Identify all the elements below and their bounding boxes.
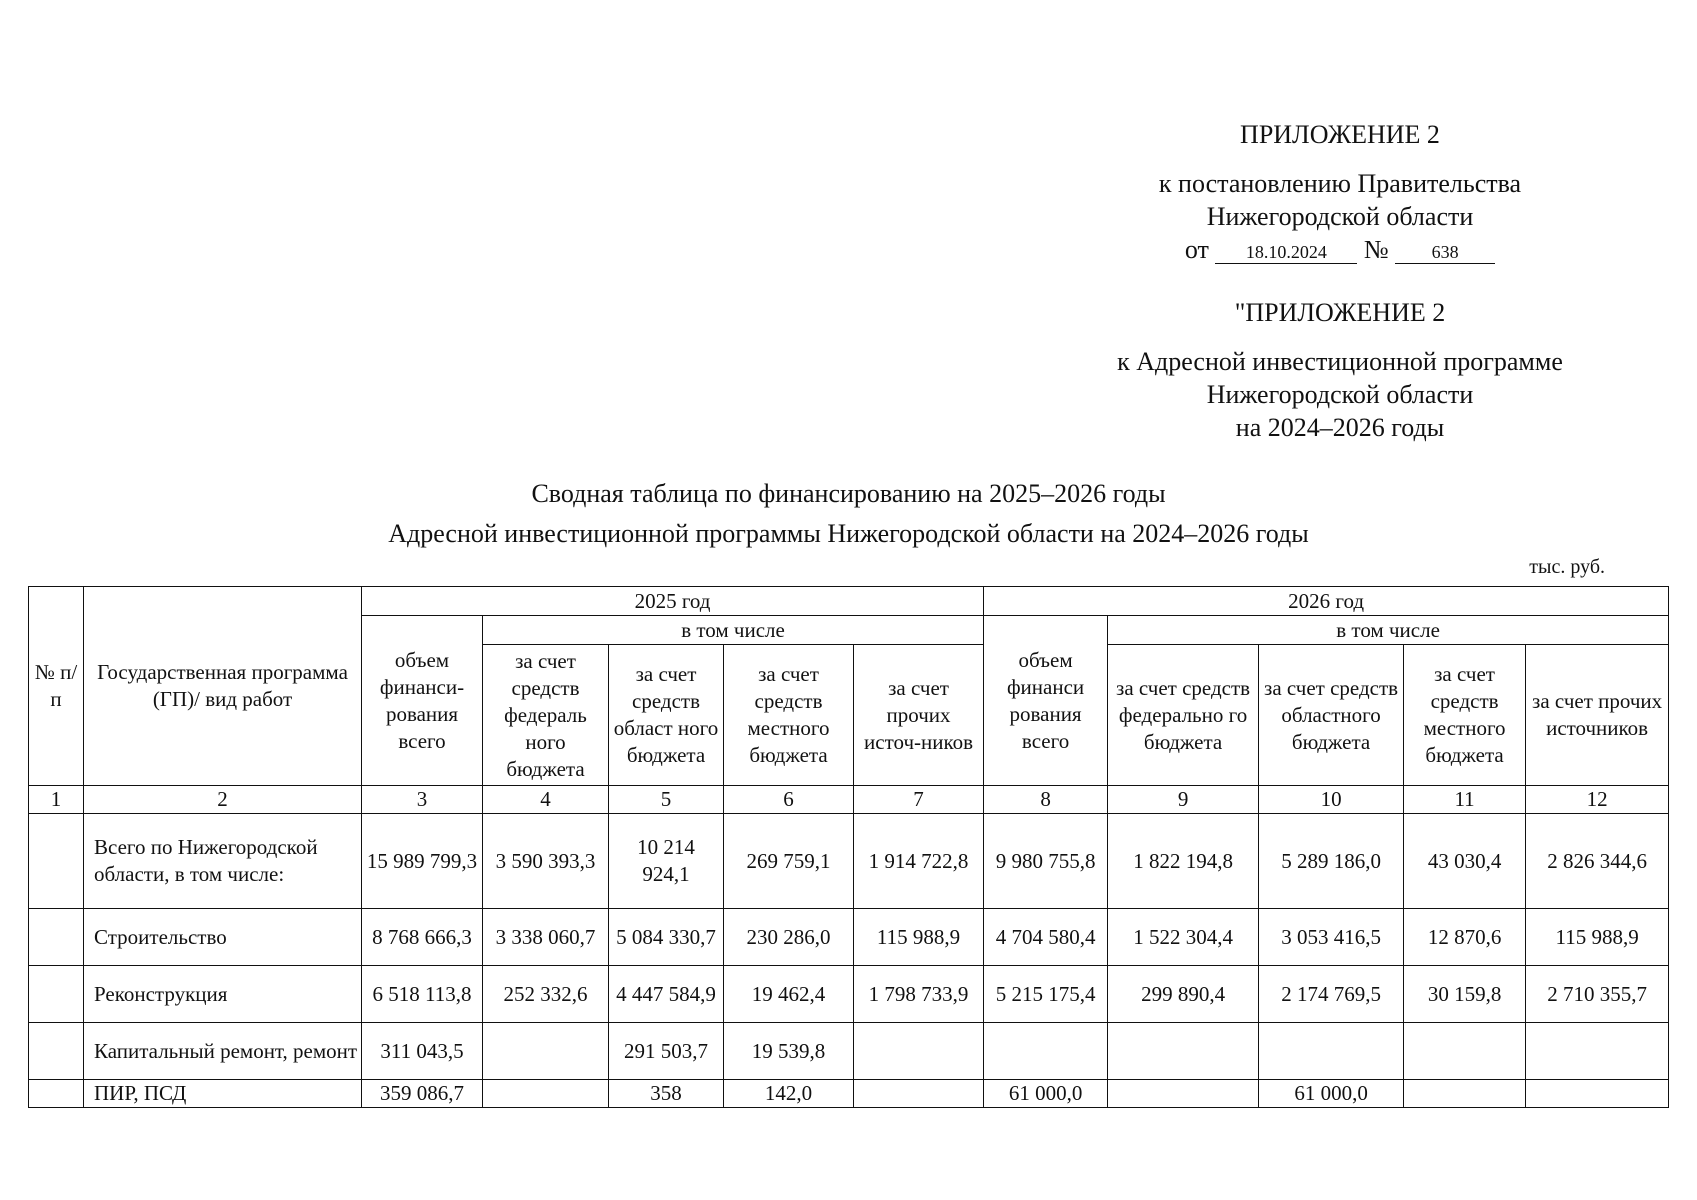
table-cell: 359 086,7 bbox=[362, 1080, 483, 1108]
column-index-row bbox=[29, 786, 1669, 814]
table-cell: 3 590 393,3 bbox=[483, 814, 609, 909]
table-cell bbox=[1526, 1080, 1669, 1108]
col-header-2025-regional: за счет средств област ного бюджета bbox=[609, 645, 724, 786]
row-name: Реконструкция bbox=[84, 966, 362, 1023]
table-cell: 43 030,4 bbox=[1404, 814, 1526, 909]
table-cell: 19 462,4 bbox=[724, 966, 854, 1023]
document-title bbox=[0, 474, 1697, 554]
financing-table bbox=[28, 586, 1669, 1108]
program-line-1: к Адресной инвестиционной программе bbox=[1117, 347, 1563, 376]
table-cell: 61 000,0 bbox=[1259, 1080, 1404, 1108]
appendix-heading: ПРИЛОЖЕНИЕ 2 bbox=[1240, 120, 1440, 149]
table-cell: 2 710 355,7 bbox=[1526, 966, 1669, 1023]
col-header-2026-total: объем финанси рования всего bbox=[984, 616, 1108, 786]
row-name: Капитальный ремонт, ремонт bbox=[84, 1023, 362, 1080]
table-cell: 19 539,8 bbox=[724, 1023, 854, 1080]
col-header-2026-regional: за счет средств областного бюджета bbox=[1259, 645, 1404, 786]
header-row-years bbox=[29, 587, 1669, 616]
row-number bbox=[29, 1023, 84, 1080]
table-cell: 269 759,1 bbox=[724, 814, 854, 909]
column-index: 5 bbox=[609, 786, 724, 814]
table-cell bbox=[1108, 1023, 1259, 1080]
column-index: 12 bbox=[1526, 786, 1669, 814]
row-name: Строительство bbox=[84, 909, 362, 966]
table-cell: 5 289 186,0 bbox=[1259, 814, 1404, 909]
table-cell bbox=[854, 1023, 984, 1080]
table-cell: 5 084 330,7 bbox=[609, 909, 724, 966]
table-cell bbox=[1108, 1080, 1259, 1108]
row-number bbox=[29, 814, 84, 909]
program-reference bbox=[1060, 345, 1620, 444]
table-cell: 6 518 113,8 bbox=[362, 966, 483, 1023]
col-header-program: Государственная программа (ГП)/ вид работ bbox=[84, 587, 362, 786]
table-row bbox=[29, 909, 1669, 966]
table-cell: 252 332,6 bbox=[483, 966, 609, 1023]
column-index: 4 bbox=[483, 786, 609, 814]
table-cell: 61 000,0 bbox=[984, 1080, 1108, 1108]
table-cell: 8 768 666,3 bbox=[362, 909, 483, 966]
title-line-2: Адресной инвестиционной программы Нижегородской области на 2024–2026 годы bbox=[388, 519, 1309, 548]
decree-date: 18.10.2024 bbox=[1215, 241, 1357, 264]
table-row bbox=[29, 966, 1669, 1023]
table-cell: 311 043,5 bbox=[362, 1023, 483, 1080]
col-header-2025-other: за счет прочих источ-ников bbox=[854, 645, 984, 786]
row-number bbox=[29, 966, 84, 1023]
row-name: ПИР, ПСД bbox=[84, 1080, 362, 1108]
row-name: Всего по Нижегородской области, в том числе: bbox=[84, 814, 362, 909]
table-cell: 1 822 194,8 bbox=[1108, 814, 1259, 909]
table-cell bbox=[984, 1023, 1108, 1080]
decree-number: 638 bbox=[1395, 241, 1495, 264]
table-row bbox=[29, 1023, 1669, 1080]
units-label: тыс. руб. bbox=[1529, 556, 1605, 578]
table-cell bbox=[1259, 1023, 1404, 1080]
col-header-2026-other: за счет прочих источников bbox=[1526, 645, 1669, 786]
decree-line-2: Нижегородской области bbox=[1206, 202, 1474, 231]
table-cell: 1 522 304,4 bbox=[1108, 909, 1259, 966]
table-cell: 9 980 755,8 bbox=[984, 814, 1108, 909]
decree-line-1: к постановлению Правительства bbox=[1158, 169, 1522, 198]
table-row bbox=[29, 814, 1669, 909]
table-cell: 5 215 175,4 bbox=[984, 966, 1108, 1023]
table-cell: 15 989 799,3 bbox=[362, 814, 483, 909]
col-header-2026-local: за счет средств местного бюджета bbox=[1404, 645, 1526, 786]
row-number bbox=[29, 909, 84, 966]
table-cell bbox=[1404, 1023, 1526, 1080]
column-index: 2 bbox=[84, 786, 362, 814]
table-cell: 230 286,0 bbox=[724, 909, 854, 966]
column-index: 7 bbox=[854, 786, 984, 814]
appendix-heading-2: "ПРИЛОЖЕНИЕ 2 bbox=[1234, 298, 1446, 327]
column-index: 6 bbox=[724, 786, 854, 814]
table-cell: 4 447 584,9 bbox=[609, 966, 724, 1023]
decree-reference bbox=[1080, 167, 1600, 266]
col-header-year-2026: 2026 год bbox=[984, 587, 1669, 616]
table-cell: 12 870,6 bbox=[1404, 909, 1526, 966]
table-cell: 3 338 060,7 bbox=[483, 909, 609, 966]
table-cell: 291 503,7 bbox=[609, 1023, 724, 1080]
table-cell bbox=[483, 1080, 609, 1108]
col-header-2025-incl: в том числе bbox=[483, 616, 984, 645]
col-header-2025-local: за счет средств местного бюджета bbox=[724, 645, 854, 786]
from-label: от bbox=[1184, 235, 1209, 264]
table-cell bbox=[1526, 1023, 1669, 1080]
table-row bbox=[29, 1080, 1669, 1108]
decree-date-number bbox=[1080, 233, 1600, 266]
table-cell: 2 174 769,5 bbox=[1259, 966, 1404, 1023]
column-index: 8 bbox=[984, 786, 1108, 814]
column-index: 1 bbox=[29, 786, 84, 814]
col-header-2026-federal: за счет средств федерально го бюджета bbox=[1108, 645, 1259, 786]
table-cell: 2 826 344,6 bbox=[1526, 814, 1669, 909]
col-header-2025-total: объем финанси-рования всего bbox=[362, 616, 483, 786]
table-cell: 10 214 924,1 bbox=[609, 814, 724, 909]
column-index: 10 bbox=[1259, 786, 1404, 814]
table-cell: 1 914 722,8 bbox=[854, 814, 984, 909]
col-header-no: № п/п bbox=[29, 587, 84, 786]
table-cell: 115 988,9 bbox=[1526, 909, 1669, 966]
table-cell: 30 159,8 bbox=[1404, 966, 1526, 1023]
col-header-2025-federal: за счет средств федераль ного бюджета bbox=[483, 645, 609, 786]
table-cell: 142,0 bbox=[724, 1080, 854, 1108]
table-cell: 1 798 733,9 bbox=[854, 966, 984, 1023]
program-line-2: Нижегородской области bbox=[1206, 380, 1474, 409]
col-header-year-2025: 2025 год bbox=[362, 587, 984, 616]
table-cell: 3 053 416,5 bbox=[1259, 909, 1404, 966]
table-cell bbox=[854, 1080, 984, 1108]
column-index: 3 bbox=[362, 786, 483, 814]
column-index: 9 bbox=[1108, 786, 1259, 814]
table-cell: 299 890,4 bbox=[1108, 966, 1259, 1023]
table-cell: 4 704 580,4 bbox=[984, 909, 1108, 966]
table-cell: 115 988,9 bbox=[854, 909, 984, 966]
title-line-1: Сводная таблица по финансированию на 2025–2026 годы bbox=[531, 479, 1166, 508]
row-number bbox=[29, 1080, 84, 1108]
table-cell bbox=[1404, 1080, 1526, 1108]
col-header-2026-incl: в том числе bbox=[1108, 616, 1669, 645]
table-cell: 358 bbox=[609, 1080, 724, 1108]
number-label: № bbox=[1363, 235, 1389, 264]
table-cell bbox=[483, 1023, 609, 1080]
program-line-3: на 2024–2026 годы bbox=[1235, 413, 1445, 442]
column-index: 11 bbox=[1404, 786, 1526, 814]
